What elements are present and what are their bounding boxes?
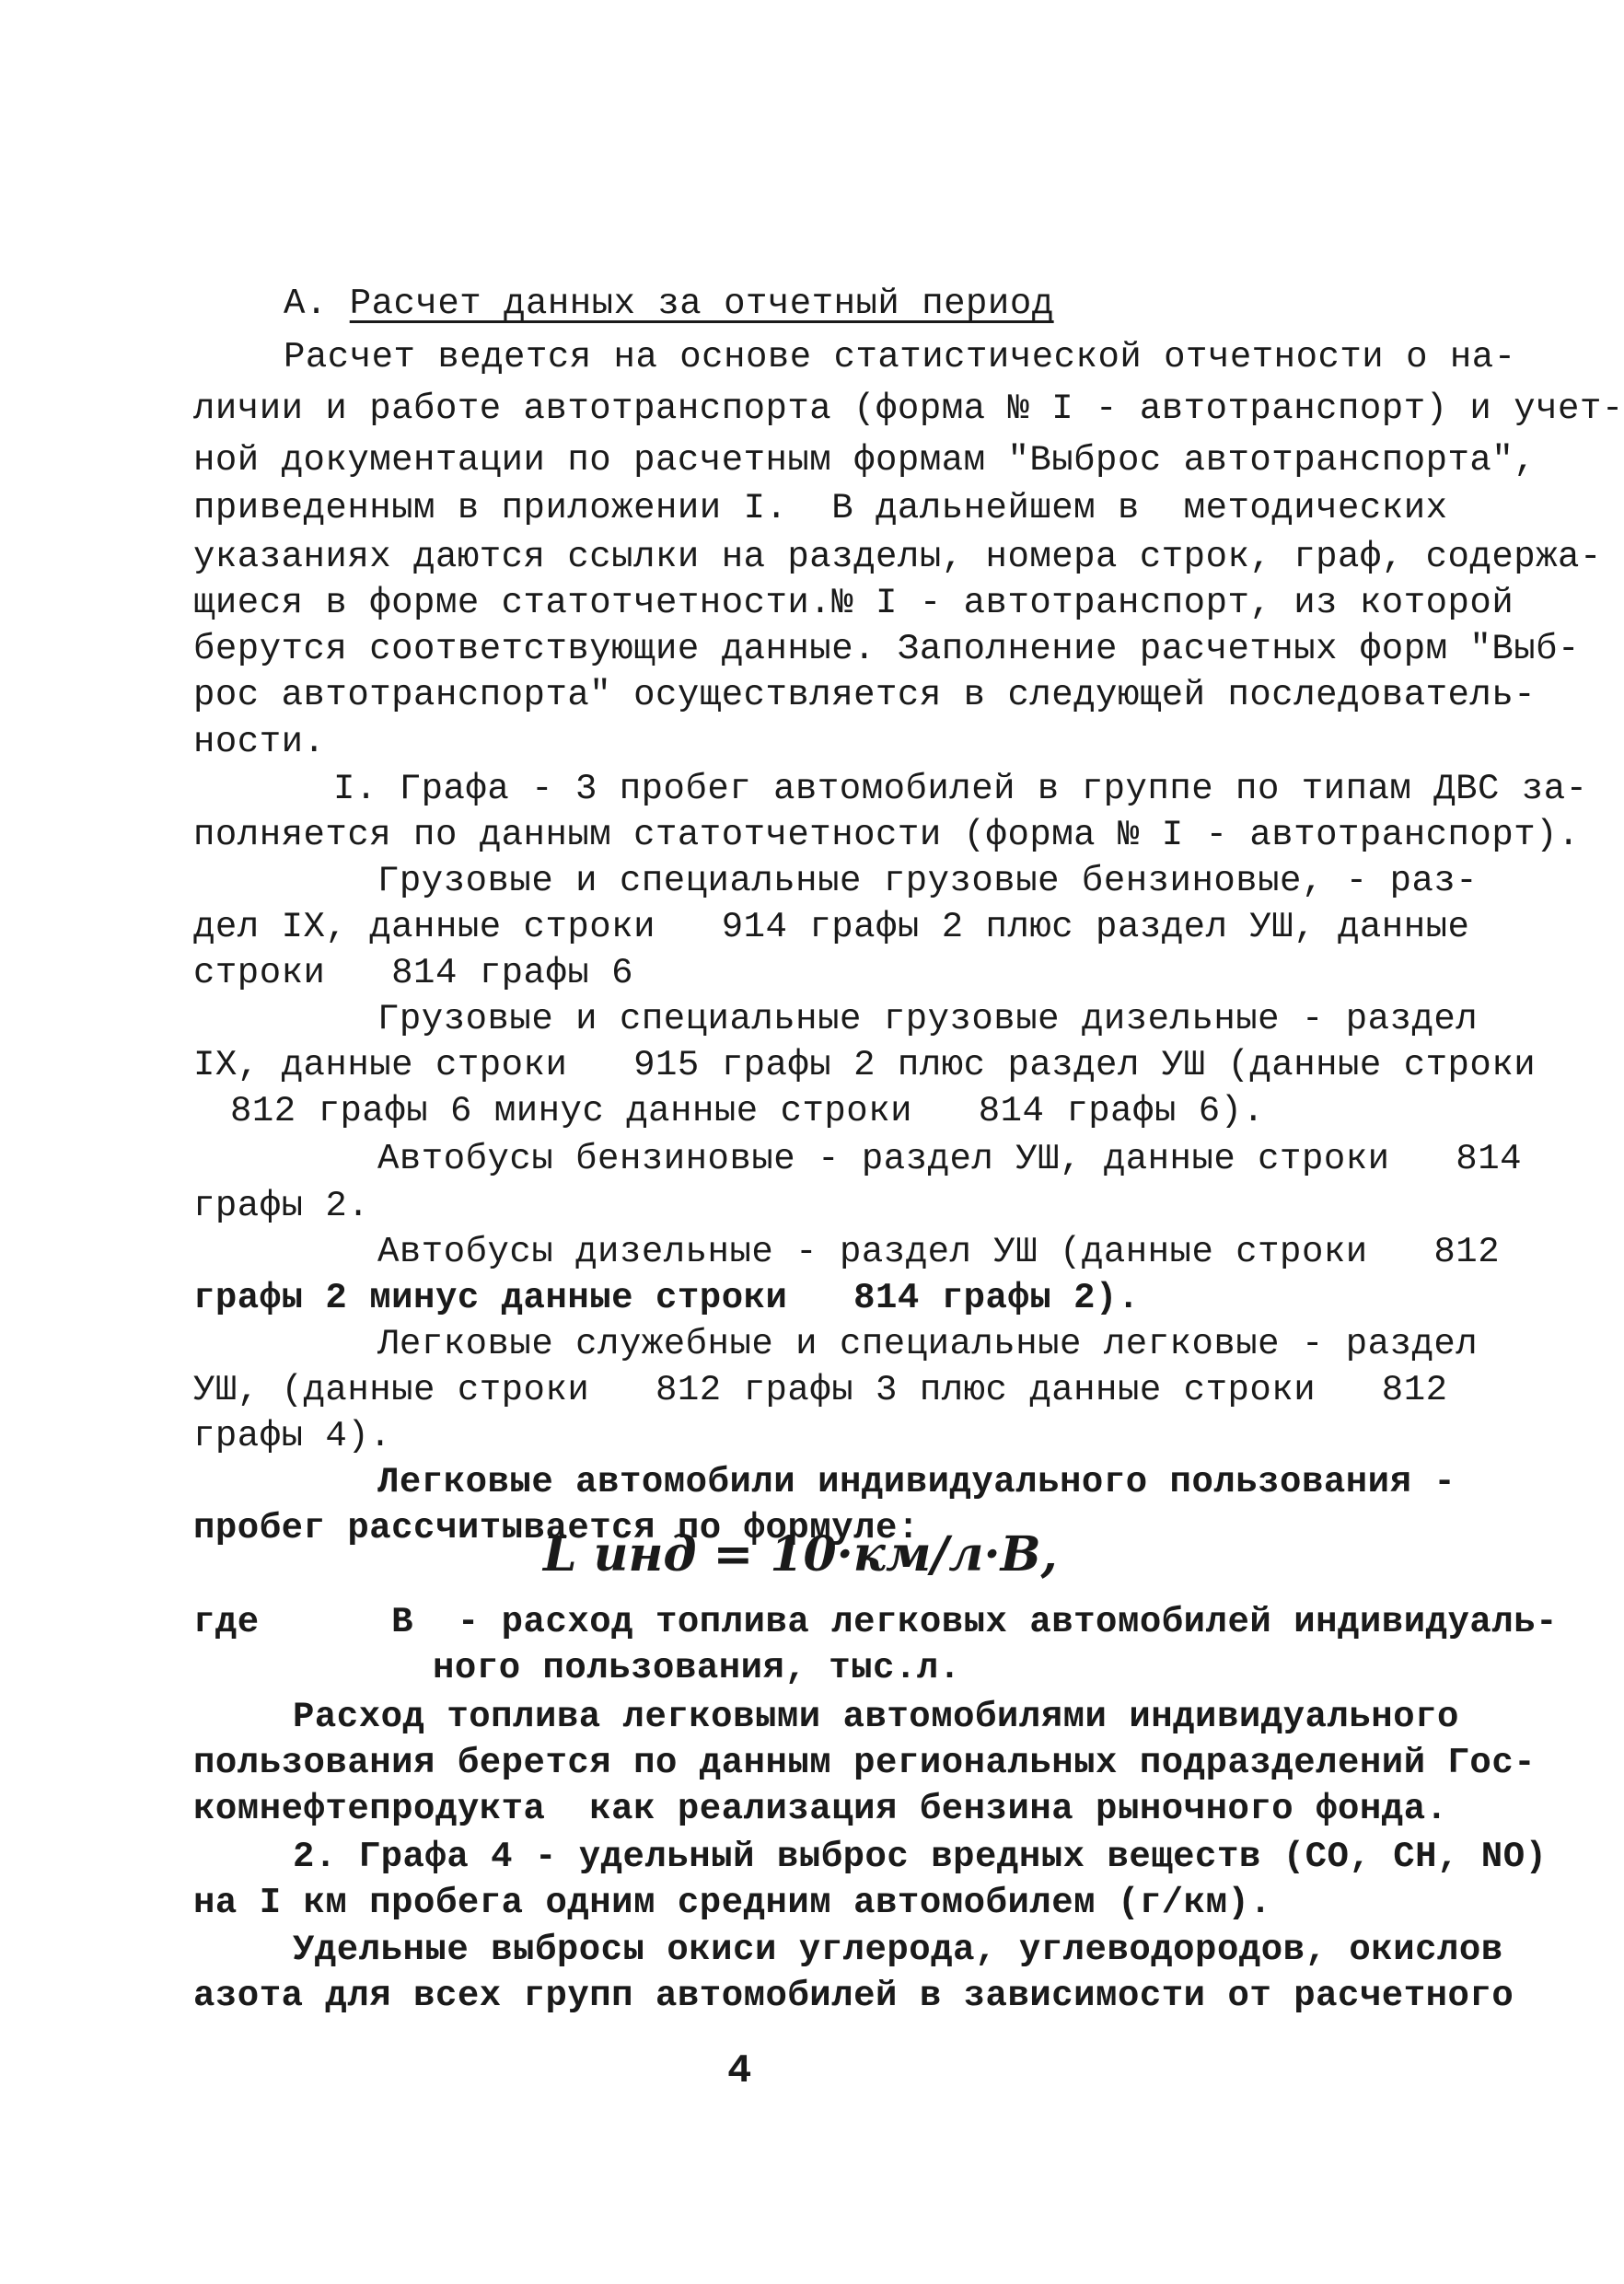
text-line: приведенным в приложении I. В дальнейшем в методических xyxy=(193,488,1448,528)
text-line: на I км пробега одним средним автомобилем (г/км). xyxy=(193,1883,1272,1923)
text-line: графы 4). xyxy=(193,1416,392,1456)
text-line: Автобусы дизельные - раздел УШ (данные строки 812 xyxy=(377,1232,1501,1272)
text-line: I. Графа - 3 пробег автомобилей в группе по типам ДВС за- xyxy=(333,769,1588,809)
text-line: щиеся в форме статотчетности.№ I - автотранспорт, из которой xyxy=(193,583,1514,623)
text-line: строки 814 графы 6 xyxy=(193,953,634,993)
heading-prefix: А. xyxy=(284,284,350,324)
text-line: Расход топлива легковыми автомобилями индивидуального xyxy=(293,1697,1459,1737)
text-line: ной документации по расчетным формам "Выброс автотранспорта", xyxy=(193,440,1537,481)
text-line: 2. Графа 4 - удельный выброс вредных веществ (СО, СН, NO) xyxy=(293,1837,1548,1877)
text-line: дел IX, данные строки 914 графы 2 плюс раздел УШ, данные xyxy=(193,907,1470,947)
text-line: Грузовые и специальные грузовые дизельные - раздел xyxy=(377,999,1479,1039)
text-line: пробег рассчитывается по формуле: xyxy=(193,1508,920,1548)
text-line: где B - расход топлива легковых автомобилей индивидуаль- xyxy=(193,1602,1559,1642)
text-line: Расчет ведется на основе статистической отчетности о на- xyxy=(284,337,1516,377)
text-line: Грузовые и специальные грузовые бензиновые, - раз- xyxy=(377,861,1479,901)
text-line: Легковые служебные и специальные легковые - раздел xyxy=(377,1324,1479,1364)
text-line: Удельные выбросы окиси углерода, углеводородов, окислов xyxy=(293,1930,1503,1970)
text-line: IX, данные строки 915 графы 2 плюс раздел УШ (данные строки xyxy=(193,1045,1537,1085)
text-line: азота для всех групп автомобилей в зависимости от расчетного xyxy=(193,1976,1514,2016)
text-line: берутся соответствующие данные. Заполнение расчетных форм "Выб- xyxy=(193,629,1580,669)
text-line: графы 2. xyxy=(193,1186,370,1226)
text-line: графы 2 минус данные строки 814 графы 2). xyxy=(193,1278,1140,1318)
text-line: ного пользования, тыс.л. xyxy=(433,1648,961,1688)
text-line: пользования берется по данным региональных подразделений Гос- xyxy=(193,1743,1537,1783)
text-line: рос автотранспорта" осуществляется в следующей последователь- xyxy=(193,675,1537,715)
text-line: Автобусы бензиновые - раздел УШ, данные строки 814 xyxy=(377,1139,1522,1179)
text-line: комнефтепродукта как реализация бензина рыночного фонда. xyxy=(193,1789,1448,1829)
text-line: УШ, (данные строки 812 графы 3 плюс данные строки 812 xyxy=(193,1370,1448,1410)
page-number: 4 xyxy=(727,2048,752,2094)
text-line: полняется по данным статотчетности (форма № I - автотранспорт). xyxy=(193,815,1580,855)
heading-title: Расчет данных за отчетный период xyxy=(349,284,1054,324)
formula-text: L инд = 10·км/л·B, xyxy=(543,1526,1058,1583)
text-line: 812 графы 6 минус данные строки 814 графы 6). xyxy=(230,1091,1265,1131)
text-line: личии и работе автотранспорта (форма № I - автотранспорт) и учет- xyxy=(193,388,1624,429)
text-line: ности. xyxy=(193,722,326,762)
text-line: указаниях даются ссылки на разделы, номера строк, граф, содержа- xyxy=(193,537,1602,577)
text-line: Легковые автомобили индивидуального пользования - xyxy=(377,1462,1456,1502)
formula-handwritten xyxy=(534,1510,1058,1602)
section-heading xyxy=(284,284,1054,324)
formula-drawing xyxy=(534,1510,1058,1602)
